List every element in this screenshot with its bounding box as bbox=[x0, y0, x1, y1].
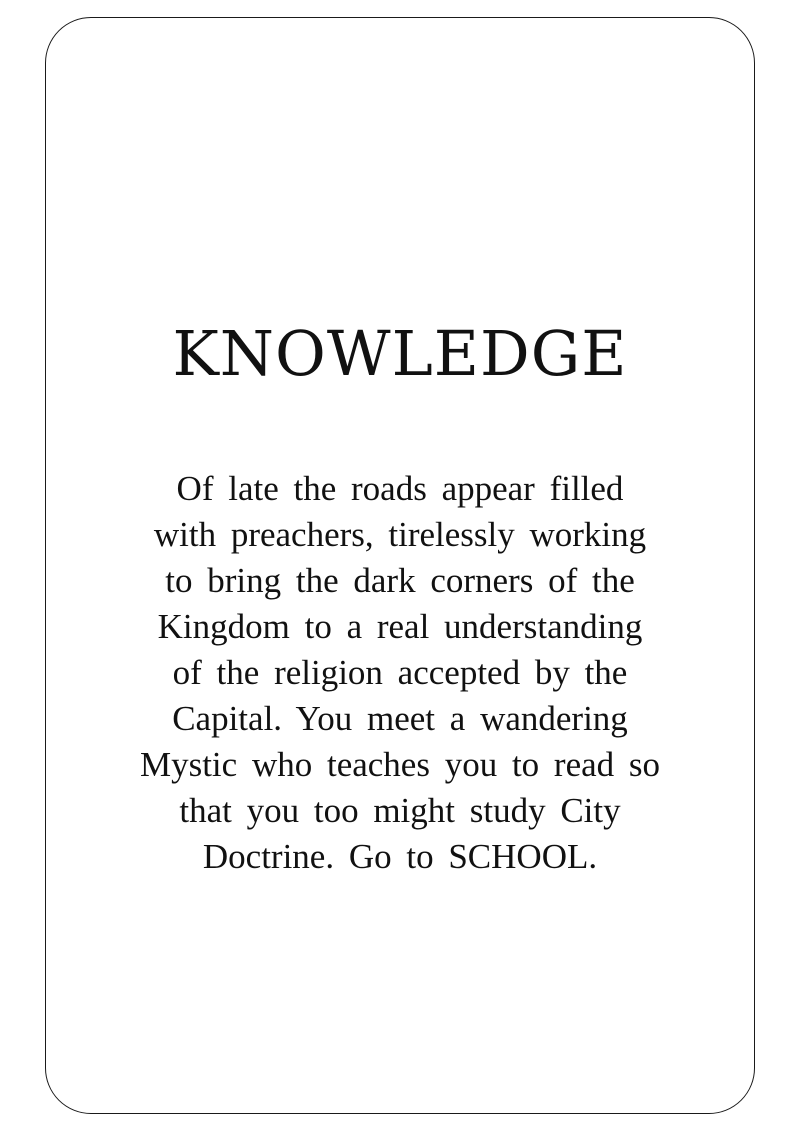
card-text-line: Of late the roads appear filled bbox=[176, 469, 624, 508]
card-text-line: Mystic who teaches you to read so bbox=[139, 745, 661, 784]
card-text-line: Doctrine. Go to SCHOOL. bbox=[202, 837, 598, 876]
card-title: KNOWLEDGE bbox=[172, 317, 628, 390]
card-text-line: with preachers, tirelessly working bbox=[153, 515, 647, 554]
card-body-text bbox=[46, 466, 754, 880]
card-text-line: to bring the dark corners of the bbox=[165, 561, 635, 600]
card-text-line: Kingdom to a real understanding bbox=[157, 607, 643, 646]
event-card[interactable] bbox=[45, 17, 755, 1114]
card-text-line: of the religion accepted by the bbox=[172, 653, 628, 692]
card-text-line: that you too might study City bbox=[179, 791, 621, 830]
card-text-line: Capital. You meet a wandering bbox=[172, 699, 628, 738]
